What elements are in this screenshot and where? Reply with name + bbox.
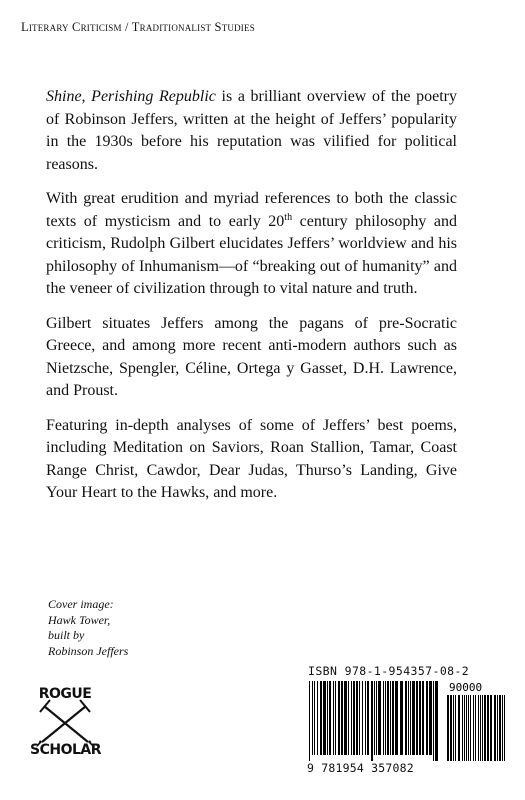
caption-line: Robinson Jeffers bbox=[48, 643, 129, 658]
blurb-paragraph-4: Featuring in-depth analyses of some of Jeffers’ best poems, including Meditation on Saviors, Roan Stallion, Tamar, Coast Range Christ, Cawdor, Dear Judas, Thurso’s Landing, Give Your Heart to the Hawks, and more. bbox=[46, 416, 457, 501]
blurb-paragraph-3: Gilbert situates Jeffers among the pagans of pre-Socratic Greece, and among more recent anti-modern authors such as Nietzsche, Spengler, Céline, Ortega y Gasset, D.H. Lawrence, and Proust. bbox=[46, 314, 457, 399]
book-title: Shine, Perishing Republic bbox=[46, 88, 216, 105]
cover-image-caption bbox=[48, 597, 128, 659]
blurb bbox=[46, 86, 457, 517]
logo-word-bottom: SCHOLAR bbox=[30, 742, 102, 758]
blurb-paragraph-2-text-a: With great erudition and myriad references to both the classic texts of mysticism and to early 20 bbox=[46, 190, 457, 230]
barcode-bars bbox=[307, 681, 509, 761]
publisher-logo bbox=[30, 680, 100, 780]
caption-line: Hawk Tower, bbox=[48, 612, 111, 627]
blurb-paragraph-2-text-b: century philosophy and criticism, Rudolph Gilbert elucidates Jeffers’ worldview and his philosophy of Inhumanism—of “breaking out of humanity” and the veneer of civilization through to vital nature and truth. bbox=[46, 212, 457, 297]
barcode-digits: 9 781954 357082 bbox=[307, 761, 414, 775]
ordinal-suffix: th bbox=[284, 211, 293, 223]
blurb-paragraph-1 bbox=[46, 86, 457, 176]
price-code: 90000 bbox=[449, 681, 483, 694]
blurb-paragraph-2 bbox=[46, 188, 457, 301]
isbn-barcode bbox=[305, 660, 511, 780]
caption-line: Cover image: bbox=[48, 597, 114, 611]
caption-line: built by bbox=[48, 628, 85, 642]
isbn-label: ISBN 978-1-954357-08-2 bbox=[308, 664, 470, 678]
blurb-paragraph-1-text: is a brilliant overview of the poetry of Robinson Jeffers, written at the height of Jeffers’ popularity in the 1930s before his reputation was vilified for political reasons. bbox=[46, 88, 457, 173]
logo-word-top: ROGUE bbox=[38, 686, 92, 702]
category-label: Literary Criticism / Traditionalist Studies bbox=[21, 20, 255, 34]
